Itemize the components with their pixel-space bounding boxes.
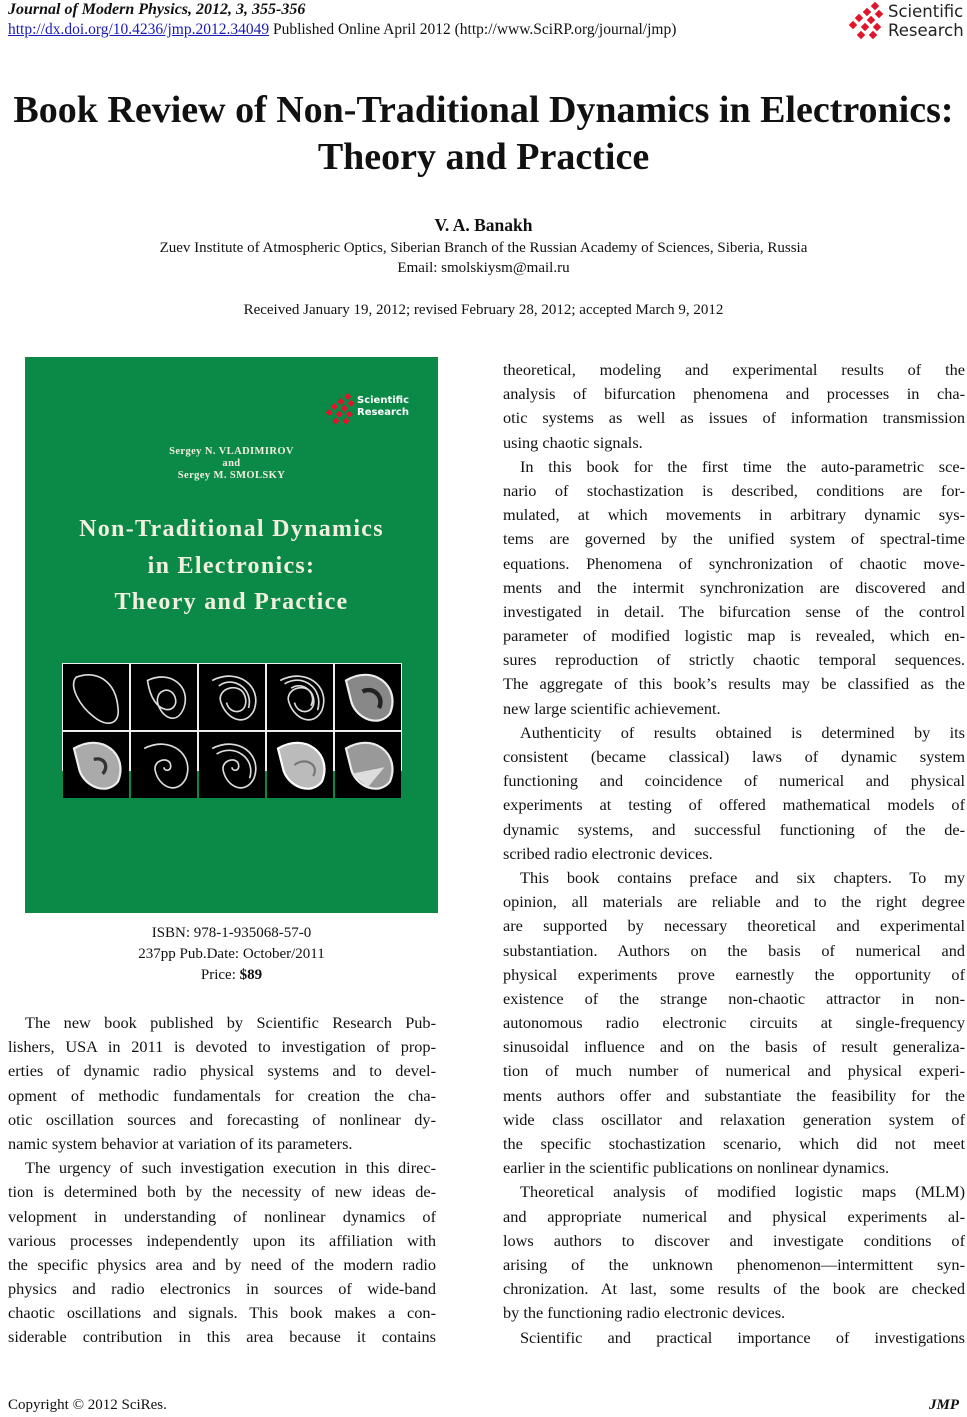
attractor-plot-image [267,732,333,798]
article-title-line1: Book Review of Non-Traditional Dynamics in Electronics: [13,89,954,131]
text-line: are supported by necessary theoretical and experimental [503,916,965,936]
book-pubdate: 237pp Pub.Date: October/2011 [138,946,325,962]
text-line: nario of stochastization is described, conditions are for- [503,480,965,500]
cover-authors [25,446,438,481]
text-line: opment of methodic fundamentals for creation the cha- [8,1085,436,1105]
cover-logo-diamonds-icon [325,392,357,428]
journal-citation: Journal of Modern Physics, 2012, 3, 355-356 [8,1,306,18]
text-line: ments and the intermit synchronization are discovered and [503,577,965,597]
paragraph [503,866,965,1180]
cover-logo-research: Research [357,407,409,418]
paragraph [503,455,965,721]
logo-text-research: Research [888,21,964,40]
text-line: chaotic oscillations and signals. This book makes a con- [8,1303,436,1323]
text-line: lishers, USA in 2011 is devoted to investigation of prop- [8,1037,436,1057]
text-line: experiments at testing of offered mathematical models of [503,795,965,815]
text-line: substantiation. Authors on the basis of numerical and [503,940,965,960]
attractor-plot-image [199,732,265,798]
text-line: otic systems as well as issues of information transmission [503,408,965,428]
text-line: earlier in the scientific publications on nonlinear dynamics. [503,1158,890,1178]
article-title-line2: Theory and Practice [317,136,650,178]
text-line: Authenticity of results obtained is determined by its [520,722,965,742]
text-line: sinusoidal influence and on the basis of result generaliza- [503,1037,965,1057]
text-line: mulated, at which movements in arbitrary dynamic sys- [503,505,965,525]
affiliation: Zuev Institute of Atmospheric Optics, Siberian Branch of the Russian Academy of Sciences, Siberia, Russia [159,240,808,256]
text-line: the specific stochastization scenario, which did not meet [503,1134,965,1153]
text-line: siderable contribution in this area because it contains [8,1327,436,1347]
cover-title-line2: in Electronics: [147,552,316,579]
author-name: V. A. Banakh [434,215,533,235]
text-line: new large scientific achievement. [503,698,721,718]
text-line: This book contains preface and six chapters. To my [520,867,965,887]
text-line: tion of much number of numerical and physical experi- [503,1061,965,1081]
journal-abbreviation: JMP [929,1397,959,1413]
text-line: by the functioning radio electronic devices. [503,1303,786,1323]
cover-logo [325,392,420,428]
text-line: various processes independently upon its affiliation with [8,1230,436,1250]
text-line: equations. Phenomena of synchronization of chaotic move- [503,553,965,573]
text-line: sures reproduction of strictly chaotic temporal sequences. [503,650,965,670]
text-line: arising of the unknown phenomenon—intermittent syn- [503,1254,965,1274]
text-line: In this book for the first time the auto-parametric sce- [520,456,965,476]
attractor-plot-image [335,732,401,798]
price-value: $89 [239,967,263,983]
price-label: Price: [200,967,240,983]
paragraph [8,1156,436,1350]
attractor-plot-image [63,664,129,730]
text-line: velopment in understanding of nonlinear dynamics of [8,1206,436,1226]
cover-title [25,511,438,621]
text-line: namic system behavior at variation of its parameters. [8,1133,353,1153]
paragraph [8,1011,436,1156]
text-line: dynamic systems, and successful functioning of the de- [503,819,965,839]
text-line: physical experiments prove earnestly the opportunity of [503,964,965,984]
text-line: chronization. At last, some results of the book are checked [503,1279,965,1299]
attractor-plot-image [335,664,401,730]
text-line: lows authors to discover and investigate conditions of [503,1230,965,1250]
attractor-plot-image [63,732,129,798]
attractor-plot-image [131,664,197,730]
text-line: and appropriate numerical and physical experiments al- [503,1206,965,1226]
text-line: using chaotic signals. [503,432,643,452]
text-line: autonomous radio electronic circuits at single-frequency [503,1013,965,1033]
book-price [25,965,438,986]
paragraph [503,358,965,455]
text-line: ments authors offer and substantiate the feasibility for the [503,1085,965,1105]
author-email: Email: smolskiysm@mail.ru [397,260,570,276]
published-online-text: Published Online April 2012 (http://www.SciRP.org/journal/jmp) [269,21,677,38]
book-isbn: ISBN: 978-1-935068-57-0 [151,925,312,941]
text-line: The urgency of such investigation execution in this direc- [25,1158,436,1178]
left-column-text [8,1011,436,1350]
book-cover-image [25,357,438,913]
text-line: tems are governed by the unified system of spectral-time [503,529,965,549]
text-line: theoretical, modeling and experimental results of the [503,360,965,379]
cover-logo-scientific: Scientific [357,395,410,406]
logo-diamonds-icon [848,2,886,42]
attractor-plot-image [267,664,333,730]
text-line: scribed radio electronic devices. [503,843,713,863]
received-dates: Received January 19, 2012; revised February 28, 2012; accepted March 9, 2012 [243,302,724,318]
text-line: wide class oscillator and relaxation generation system of [503,1109,965,1129]
cover-and: and [222,457,241,469]
right-column-text [503,358,965,1350]
paragraph [503,1326,965,1350]
cover-title-line1: Non-Traditional Dynamics [79,516,384,542]
text-line: the specific physics area and by need of the modern radio [8,1254,436,1274]
text-line: parameter of modified logistic map is revealed, which en- [503,626,965,646]
logo-text-scientific: Scientific [888,2,964,21]
text-line: Theoretical analysis of modified logistic maps (MLM) [520,1182,965,1202]
text-line: erties of dynamic radio physical systems and to devel- [8,1061,436,1081]
attractor-plot-image [199,664,265,730]
publication-line [8,21,676,39]
cover-attractor-grid [62,663,402,771]
cover-author-1: Sergey N. VLADIMIROV [169,446,294,457]
text-line: investigated in detail. The bifurcation sense of the control [503,601,965,621]
text-line: analysis of bifurcation phenomena and processes in cha- [503,384,965,404]
text-line: otic oscillation sources and forecasting of nonlinear dy- [8,1109,436,1129]
text-line: The aggregate of this book’s results may be classified as the [503,674,965,694]
text-line: existence of the strange non-chaotic attractor in non- [503,988,965,1008]
copyright: Copyright © 2012 SciRes. [8,1397,167,1413]
cover-title-line3: Theory and Practice [114,589,349,615]
text-line: opinion, all materials are reliable and to the right degree [503,892,965,912]
text-line: functioning and coincidence of numerical and physical [503,771,965,791]
scientific-research-logo [848,2,966,42]
paragraph [503,1180,965,1325]
cover-author-2: Sergey M. SMOLSKY [177,469,286,481]
doi-link[interactable]: http://dx.doi.org/10.4236/jmp.2012.34049 [8,21,270,38]
text-line: tion is determined both by the necessity of new ideas de- [8,1182,436,1202]
text-line: consistent (became classical) laws of dynamic system [503,747,965,766]
attractor-plot-image [131,732,197,798]
paragraph [503,721,965,866]
text-line: physics and radio electronics in sources of wide-band [8,1279,436,1299]
text-line: Scientific and practical importance of investigations [520,1327,965,1347]
text-line: The new book published by Scientific Research Pub- [25,1013,436,1032]
